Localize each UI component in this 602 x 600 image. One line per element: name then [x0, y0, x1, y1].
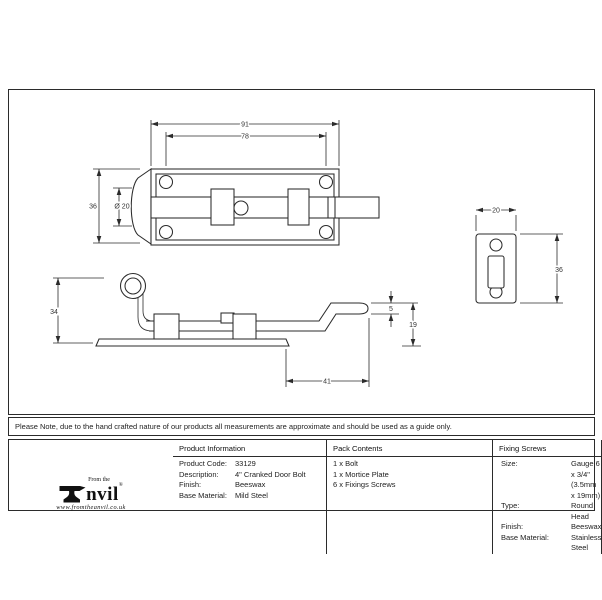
guide-block — [154, 314, 179, 339]
list-item: 1 x Mortice Plate — [333, 469, 389, 479]
dim-crank-height: 19 — [409, 322, 417, 329]
dim-plate-height-right: 36 — [555, 267, 563, 274]
anvil-icon — [59, 486, 86, 503]
brand-logo-cell — [9, 440, 173, 554]
table-row: Product Code: 33129 — [179, 459, 256, 468]
dim-overall-width: 91 — [241, 121, 249, 129]
curled-knob-inner — [125, 278, 141, 294]
note-text: Please Note, due to the hand crafted nature of our products all measurements are approximate and should be used as a guide only. — [15, 422, 452, 431]
measurement-note — [8, 417, 595, 436]
logo-tagline: From the — [88, 476, 110, 483]
mortice-slot — [488, 256, 504, 288]
guide-block — [233, 314, 256, 339]
table-row: Finish: Beeswax — [179, 480, 266, 489]
dim-crank-offset: 5 — [389, 306, 393, 313]
drawing-svg — [9, 90, 593, 413]
dim-knob-diameter: Ø 20 — [114, 203, 130, 211]
fixing-screws-body — [493, 457, 602, 554]
table-row: Type: Round Head — [501, 501, 594, 521]
pack-contents-body — [327, 457, 493, 554]
dim-plate-height: 36 — [89, 203, 97, 211]
guide-block — [211, 189, 234, 225]
screw-hole — [490, 239, 502, 251]
dim-crank-length: 41 — [323, 378, 331, 386]
table-row: Base Material: Mild Steel — [179, 490, 268, 500]
technical-drawing-area — [8, 89, 595, 415]
side-view-drawing — [50, 274, 421, 388]
mortice-plate-drawing — [476, 208, 563, 304]
table-row: Size: Gauge 6 x 3/4" (3.5mm x 19mm) — [501, 459, 601, 500]
anvil-logo — [56, 476, 126, 511]
baseplate — [96, 339, 289, 346]
registered-mark: ® — [118, 481, 123, 488]
knob-pivot — [234, 201, 248, 215]
logo-wordmark — [86, 476, 123, 505]
product-info-table — [8, 439, 602, 552]
guide-block — [221, 313, 234, 323]
screw-hole — [320, 176, 333, 189]
logo-brand-text: nvil — [86, 483, 119, 505]
table-row: Finish: Beeswax — [501, 522, 602, 531]
dim-plate-width: 20 — [492, 207, 500, 215]
guide-block — [288, 189, 309, 225]
product-information-header: Product Information — [173, 440, 327, 457]
plan-view-drawing — [89, 120, 379, 245]
logo-website: www.fromtheanvil.co.uk — [56, 503, 126, 511]
dim-screw-spacing: 78 — [241, 133, 249, 141]
pack-contents-header: Pack Contents — [327, 440, 493, 457]
knob-stem — [138, 293, 152, 331]
table-row: Base Material: Stainless Steel — [501, 532, 602, 552]
list-item: 1 x Bolt — [333, 459, 359, 468]
table-row: Description: 4" Cranked Door Bolt — [179, 469, 306, 479]
knob-dome — [131, 169, 151, 244]
bolt-rod — [151, 197, 379, 218]
screw-hole — [320, 226, 333, 239]
fixing-screws-header: Fixing Screws — [493, 440, 602, 457]
dim-overall-height: 34 — [50, 309, 58, 316]
list-item: 6 x Fixings Screws — [333, 480, 396, 489]
screw-hole — [160, 226, 173, 239]
knob-stem — [143, 292, 153, 321]
screw-hole — [160, 176, 173, 189]
product-information-body — [173, 457, 327, 554]
